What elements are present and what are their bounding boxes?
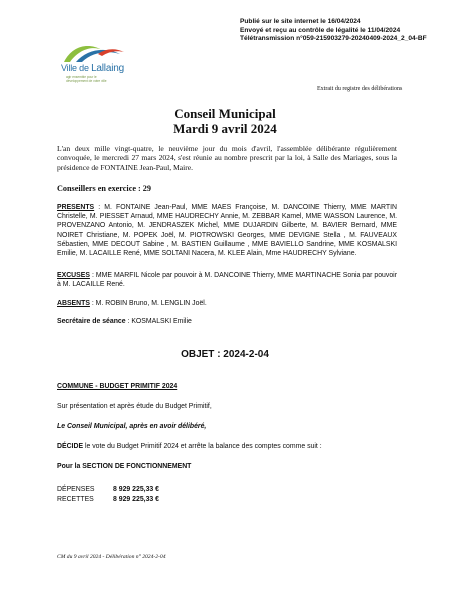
excuses-paragraph (57, 271, 397, 289)
presents-list: : M. FONTAINE Jean-Paul, MME MAES Françoise, M. DANCOINE Thierry, MME MARTIN Christelle, M. PIESSET Arnaud, MME HAUDRECHY Annie, M. ZEBBAR Kamel, MME WASSON Laurence, M. PROVENZANO Antonio, M. JENDRASZEK Michel, MME DUJARDIN Gilberte, M. BAVIER Bernard, MME NOIRET Christiane, M. POPEK Joël, M. PIOTROWSKI Georges, MME DEVIGNE Stella , M. FAUVEAUX Sébastien, MME DECOUT Sabine , M. BASTIEN Guillaume , MME BAVIELLO Sandrine, MME KOSMALSKI Emilie, M. LACAILLE René, MME SOLTANI Nacera, M. KLEE Alain, Mme HAUDRECHY Sylviane. (57, 204, 397, 258)
balance-value: 8 929 225,33 € (113, 486, 159, 493)
presents-paragraph (57, 203, 397, 258)
secretary-label: Secrétaire de séance (57, 318, 126, 325)
logo-city-name (61, 63, 124, 74)
page-footer: CM du 9 avril 2024 - Délibération n° 2024-2-04 (57, 554, 166, 560)
logo-name-prefix: Ville de (61, 63, 92, 73)
council-statement: Le Conseil Municipal, après en avoir délibéré, (57, 423, 207, 430)
register-extract-label: Extrait du registre des délibérations (317, 86, 403, 92)
excuses-label: EXCUSES (57, 272, 90, 279)
stamp-published-line: Publié sur le site internet le 16/04/2024 (240, 18, 361, 25)
document-title: Conseil Municipal (174, 106, 276, 121)
stamp-transmission-line: Télétransmission n°059-215903279-20240409-2024_2_04-BF (240, 35, 427, 43)
logo-tagline-2: développement de votre ville (66, 79, 107, 83)
excuses-list: : MME MARFIL Nicole par pouvoir à M. DANCOINE Thierry, MME MARTINACHE Sonia par pouvoir à M. LACAILLE René. (57, 272, 397, 289)
balance-row (57, 486, 159, 493)
balance-label: RECETTES (57, 496, 94, 503)
balance-value: 8 929 225,33 € (113, 496, 159, 503)
councillors-count: Conseillers en exercice : 29 (57, 184, 151, 193)
logo-name-main: Lallaing (91, 63, 124, 74)
secretary-line (57, 318, 192, 325)
deliberation-object: OBJET : 2024-2-04 (181, 349, 269, 360)
presentation-line: Sur présentation et après étude du Budget Primitif, (57, 403, 212, 410)
absents-label: ABSENTS (57, 300, 90, 307)
absents-line (57, 300, 207, 307)
secretary-name: : KOSMALSKI Emilie (125, 318, 192, 325)
logo-tagline (66, 75, 122, 83)
section-heading: Pour la SECTION DE FONCTIONNEMENT (57, 463, 192, 470)
stamp-legality-line: Envoyé et reçu au contrôle de légalité le 11/04/2024 (240, 26, 401, 34)
decision-text: le vote du Budget Primitif 2024 et arrête la balance des comptes comme suit : (83, 443, 322, 450)
decision-line (57, 443, 322, 450)
intro-paragraph: L'an deux mille vingt-quatre, le neuvième jour du mois d'avril, l'assemblée délibérante régulièrement convoquée, le mercredi 27 mars 2024, s'est réunie au nombre prescrit par la loi, à Salle des Mariages, sous la présidence de FONTAINE Jean-Paul, Maire. (57, 144, 397, 172)
absents-list: : M. ROBIN Bruno, M. LENGLIN Joël. (89, 300, 207, 307)
decision-label: DÉCIDE (57, 443, 84, 450)
meeting-date: Mardi 9 avril 2024 (173, 121, 277, 136)
deliberation-subject: COMMUNE - BUDGET PRIMITIF 2024 (57, 383, 178, 390)
balance-label: DÉPENSES (57, 486, 95, 493)
balance-row (57, 496, 159, 503)
presents-label: PRESENTS (57, 204, 95, 211)
city-logo (58, 40, 128, 90)
transmission-stamp (240, 18, 445, 44)
logo-tagline-1: agir ensemble pour le (66, 75, 97, 79)
